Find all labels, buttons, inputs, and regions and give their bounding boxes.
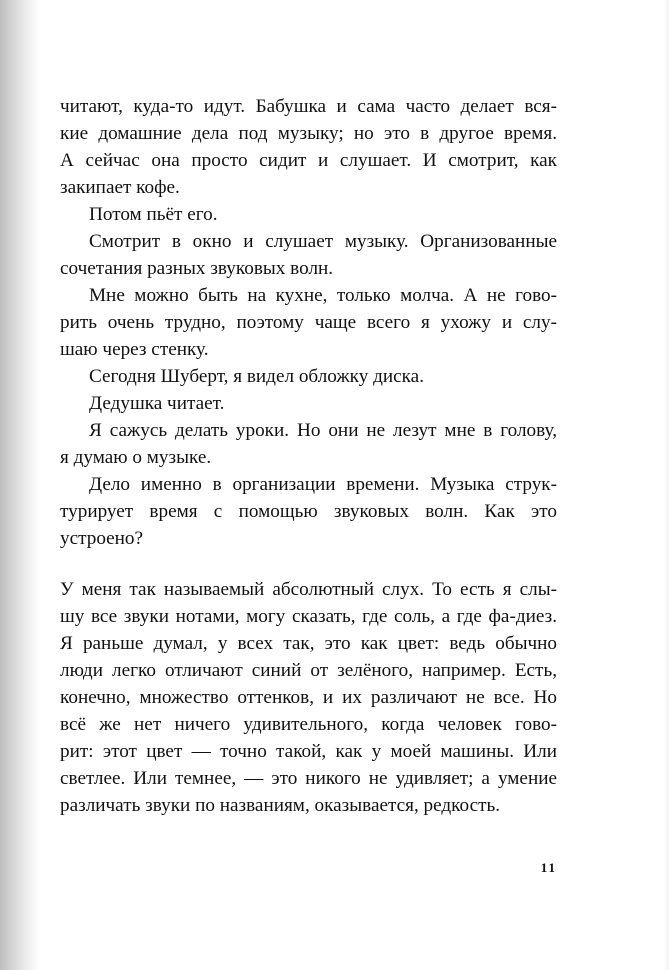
text-line: рить очень трудно, поэтому чаще всего я ухожу и слу- [60, 312, 557, 333]
text-line: сочетания разных звуковых волн. [60, 258, 334, 279]
text-line: я думаю о музыке. [60, 447, 212, 468]
text-line: Смотрит в окно и слушает музыку. Организованные [89, 231, 557, 252]
text-line: Я раньше думал, у всех так, это как цвет: ведь обычно [60, 633, 557, 654]
text-line: шу все звуки нотами, могу сказать, где соль, а где фа-диез. [60, 606, 557, 627]
text-block-2 [60, 576, 557, 819]
text-line: светлее. Или темнее, — это никого не удивляет; а умение [60, 768, 557, 789]
text-line: различать звуки по названиям, оказывается, редкость. [60, 795, 501, 816]
text-line: Дедушка читает. [89, 393, 225, 414]
text-line: У меня так называемый абсолютный слух. То есть я слы- [60, 579, 557, 600]
text-line: турирует время с помощью звуковых волн. Как это [60, 501, 557, 522]
page-gutter-shadow [0, 0, 40, 970]
text-line: кие домашние дела под музыку; но это в другое время. [60, 123, 557, 144]
text-line: Сегодня Шуберт, я видел обложку диска. [89, 366, 424, 387]
page-edge [663, 0, 669, 970]
text-line: Я сажусь делать уроки. Но они не лезут мне в голову, [89, 420, 557, 441]
text-line: Потом пьёт его. [89, 204, 218, 225]
text-line: читают, куда-то идут. Бабушка и сама часто делает вся- [60, 96, 557, 117]
text-line: закипает кофе. [60, 177, 180, 198]
page-number: 11 [540, 860, 557, 875]
text-line: люди легко отличают синий от зелёного, например. Есть, [60, 660, 557, 681]
text-line: А сейчас она просто сидит и слушает. И смотрит, как [60, 150, 557, 171]
text-line: всё же нет ничего удивительного, когда человек гово- [60, 714, 557, 735]
text-line: шаю через стенку. [60, 339, 209, 360]
text-line: конечно, множество оттенков, и их различают не все. Но [60, 687, 557, 708]
text-block-1 [60, 93, 557, 552]
text-line: устроено? [60, 528, 144, 549]
text-line: Дело именно в организации времени. Музыка струк- [89, 474, 557, 495]
text-line: Мне можно быть на кухне, только молча. А не гово- [89, 285, 557, 306]
text-line: рит: этот цвет — точно такой, как у моей машины. Или [60, 741, 557, 762]
